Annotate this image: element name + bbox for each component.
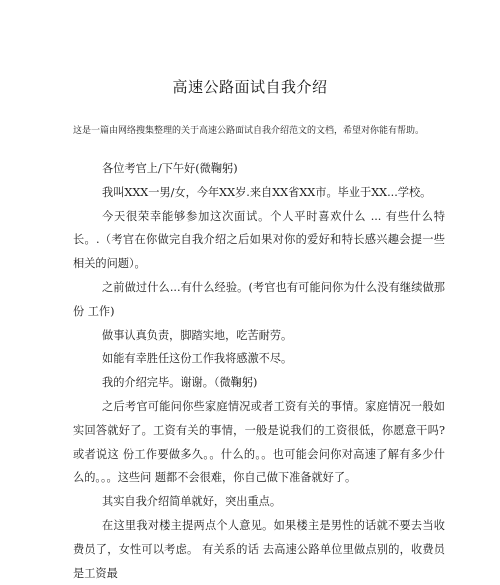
paragraph-closing: 我的介绍完毕。谢谢。（微鞠躬): [102, 376, 258, 390]
document-body: [73, 157, 445, 585]
paragraph-advice: 在这里我对楼主提两点个人意见。如果楼主是男性的话就不要去当收费员了，女性可以考虑。 有关系的话 去高速公路单位里做点别的，收费员是工资最: [73, 518, 445, 580]
document-title: 高速公路面试自我介绍: [172, 78, 328, 96]
paragraph-followup: 之后考官可能问你些家庭情况或者工资有关的事情。家庭情况一般如实回答就好了。工资有关的事情，一般是说我们的工资很低，你愿意干吗?或者说这 份工作要做多久。。什么的。。也可能会问你对高速了解有多少什么的。。。这些问 题都不会很难，你自己做下准备就好了。: [73, 399, 445, 485]
paragraph-tip: 其实自我介绍简单就好，突出重点。: [102, 495, 282, 509]
paragraph-attitude: 做事认真负责，脚踏实地，吃苦耐劳。: [102, 328, 293, 342]
paragraph-experience: 之前做过什么...有什么经验。(考官也有可能问你为什么没有继续做那份 工作): [73, 280, 445, 318]
paragraph-name: 我叫XXX一男/女，今年XX岁.来自XX省XX市。毕业于XX...学校。: [102, 185, 432, 199]
paragraph-hobbies: 今天很荣幸能够参加这次面试。个人平时喜欢什么 ... 有些什么特长。.（考官在你做完自我介绍之后如果对你的爱好和特长感兴趣会提一些相关的问题）。: [73, 209, 445, 271]
paragraph-gratitude: 如能有幸胜任这份工作我将感激不尽。: [102, 352, 293, 366]
paragraph-greeting: 各位考官上/下午好(微鞠躬): [102, 162, 238, 175]
document-intro: 这是一篇由网络搜集整理的关于高速公路面试自我介绍范文的文档，希望对你能有帮助。: [73, 126, 425, 136]
